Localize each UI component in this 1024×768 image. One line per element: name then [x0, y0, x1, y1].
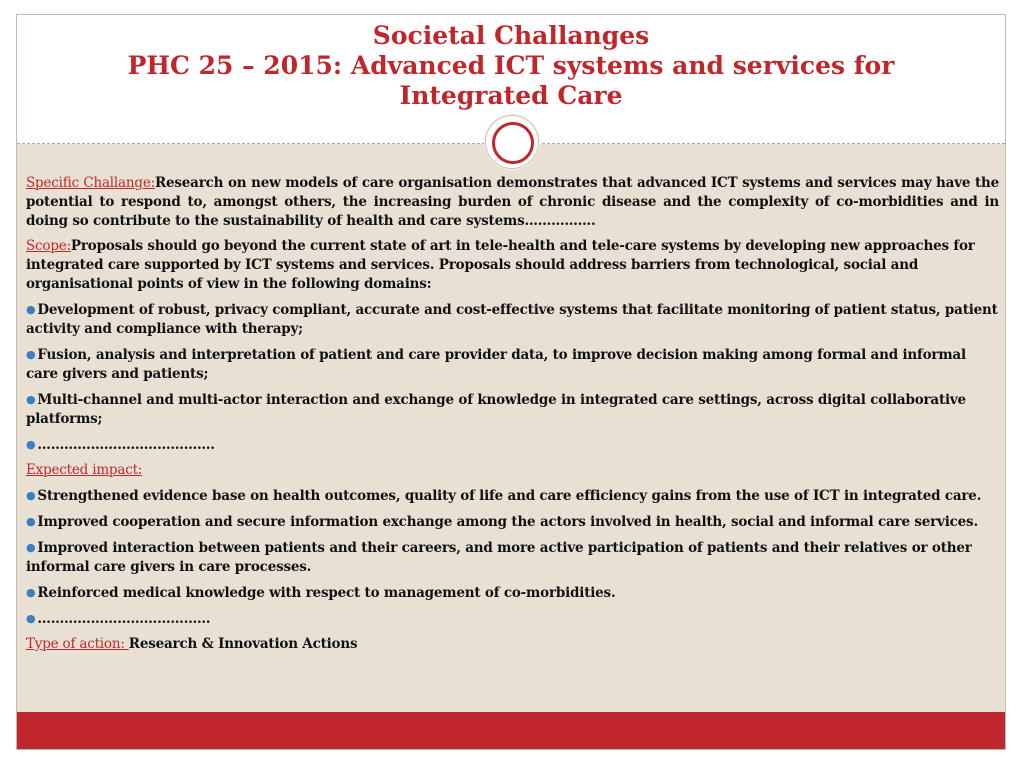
impact-bullet-2: Improved cooperation and secure information exchange among the actors involved in health, social and informal care services. — [37, 514, 978, 530]
impact-bullet-1: Strengthened evidence base on health outcomes, quality of life and care efficiency gains from the use of ICT in integrated care. — [37, 488, 982, 504]
list-item — [26, 512, 999, 532]
bullet-icon: ● — [26, 612, 36, 625]
list-item — [26, 486, 999, 506]
list-item — [26, 345, 999, 384]
slide-title — [17, 21, 1005, 111]
scope-bullet-3: Multi-channel and multi-actor interaction and exchange of knowledge in integrated care settings, across digital collaborative platforms; — [26, 392, 966, 427]
ring-icon — [492, 122, 534, 164]
type-of-action-label: Type of action: — [26, 636, 129, 652]
body-text — [26, 174, 999, 660]
impact-bullet-3: Improved interaction between patients and their careers, and more active participation of patients and their relatives or other informal care givers in care processes. — [26, 540, 972, 575]
expected-impact-heading — [26, 461, 999, 480]
circle-ornament-icon — [485, 115, 539, 169]
list-item — [26, 390, 999, 429]
bullet-icon: ● — [26, 489, 36, 502]
title-line-2: PHC 25 – 2015: Advanced ICT systems and services for — [127, 51, 895, 80]
bullet-icon: ● — [26, 303, 36, 316]
slide-body — [17, 144, 1005, 712]
footer-bar — [17, 712, 1005, 750]
scope-label: Scope: — [26, 238, 71, 254]
bullet-icon: ● — [26, 348, 36, 361]
title-line-3: Integrated Care — [399, 81, 623, 110]
list-item — [26, 435, 999, 455]
list-item — [26, 300, 999, 339]
title-line-1: Societal Challanges — [372, 21, 650, 50]
impact-bullet-5: ………………………………… — [37, 611, 211, 627]
scope-bullet-1: Development of robust, privacy compliant, accurate and cost-effective systems that facilitate monitoring of patient status, patient activity and compliance with therapy; — [26, 302, 998, 337]
scope-text: Proposals should go beyond the current state of art in tele-health and tele-care systems by developing new approaches for integrated care supported by ICT systems and services. Proposals should address barriers from technological, social and organisational points of view in the following domains: — [26, 238, 975, 292]
bullet-icon: ● — [26, 586, 36, 599]
slide-frame — [16, 14, 1006, 750]
list-item — [26, 609, 999, 629]
scope-bullet-4: …………………………………. — [37, 437, 215, 453]
specific-challenge-label: Specific Challange: — [26, 175, 155, 191]
bullet-icon: ● — [26, 541, 36, 554]
bullet-icon: ● — [26, 438, 36, 451]
specific-challenge-paragraph — [26, 174, 999, 231]
scope-paragraph — [26, 237, 999, 294]
scope-bullet-2: Fusion, analysis and interpretation of patient and care provider data, to improve decision making among formal and informal care givers and patients; — [26, 347, 966, 382]
bullet-icon: ● — [26, 393, 36, 406]
specific-challenge-text: Research on new models of care organisation demonstrates that advanced ICT systems and services may have the potential to respond to, amongst others, the increasing burden of chronic disease and the complexity of co-morbidities and in doing so contribute to the sustainability of health and care systems……………. — [26, 175, 999, 229]
type-of-action-paragraph — [26, 635, 999, 654]
expected-impact-label: Expected impact: — [26, 462, 143, 478]
list-item — [26, 583, 999, 603]
type-of-action-text: Research & Innovation Actions — [128, 636, 358, 652]
impact-bullet-4: Reinforced medical knowledge with respect to management of co-morbidities. — [37, 585, 616, 601]
list-item — [26, 538, 999, 577]
bullet-icon: ● — [26, 515, 36, 528]
